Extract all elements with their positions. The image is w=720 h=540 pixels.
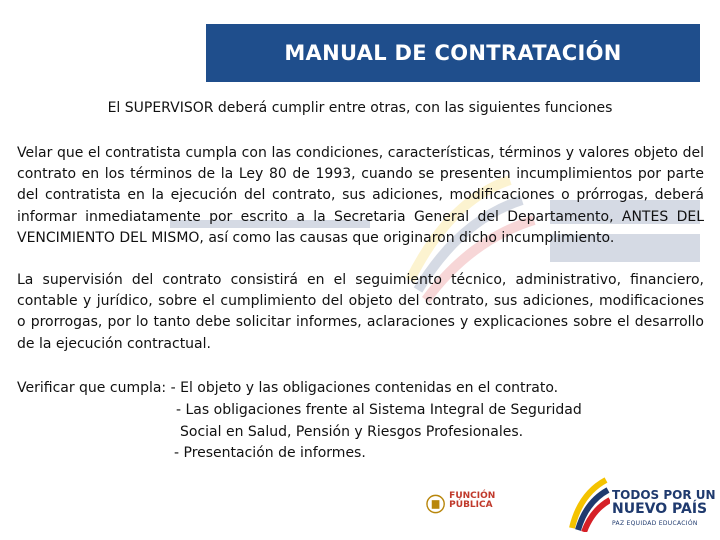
verify-line-1: Verificar que cumpla: - El objeto y las obligaciones contenidas en el contrato. [17,380,559,396]
coat-of-arms-icon [426,494,445,514]
funcion-publica-divider [449,512,538,516]
funcion-publica-logo [426,492,538,516]
tpn-line-3: PAZ EQUIDAD EDUCACIÓN [612,520,698,527]
verify-line-2: - Las obligaciones frente al Sistema Integral de Seguridad [176,402,582,418]
verify-line-3: Social en Salud, Pensión y Riesgos Profesionales. [180,424,524,440]
paragraph-1: Velar que el contratista cumpla con las condiciones, características, términos y valores objeto del contrato en los términos de la Ley 80 de 1993, cuando se presenten incumplimientos por parte del contratista en la ejecución del contrato, sus adiciones, modificaciones o prórrogas, deberá informar inmediatamente por escrito a la Secretaria General del Departamento, ANTES DEL VENCIMIENTO DEL MISMO, así como las causas que originaron dicho incumplimiento. [17,145,704,246]
section-subtitle: El SUPERVISOR deberá cumplir entre otras, con las siguientes funciones [107,100,613,116]
todos-por-un-nuevo-pais-logo [566,474,716,532]
tpn-line-1: TODOS POR UN [612,488,716,502]
flag-swoosh-icon [566,474,610,532]
funcion-publica-name: FUNCIÓN PÚBLICA [449,491,496,510]
title-banner [206,24,700,82]
verify-line-4: - Presentación de informes. [174,445,366,461]
page-title: MANUAL DE CONTRATACIÓN [284,41,622,65]
paragraph-2: La supervisión del contrato consistirá en el seguimiento técnico, administrativo, financiero, contable y jurídico, sobre el cumplimiento del objeto del contrato, sus adiciones, modificaciones o prorrogas, por lo tanto debe solicitar informes, aclaraciones y explicaciones sobre el desarrollo de la ejecución contractual. [17,272,704,352]
tpn-line-2: NUEVO PAÍS [612,501,708,517]
